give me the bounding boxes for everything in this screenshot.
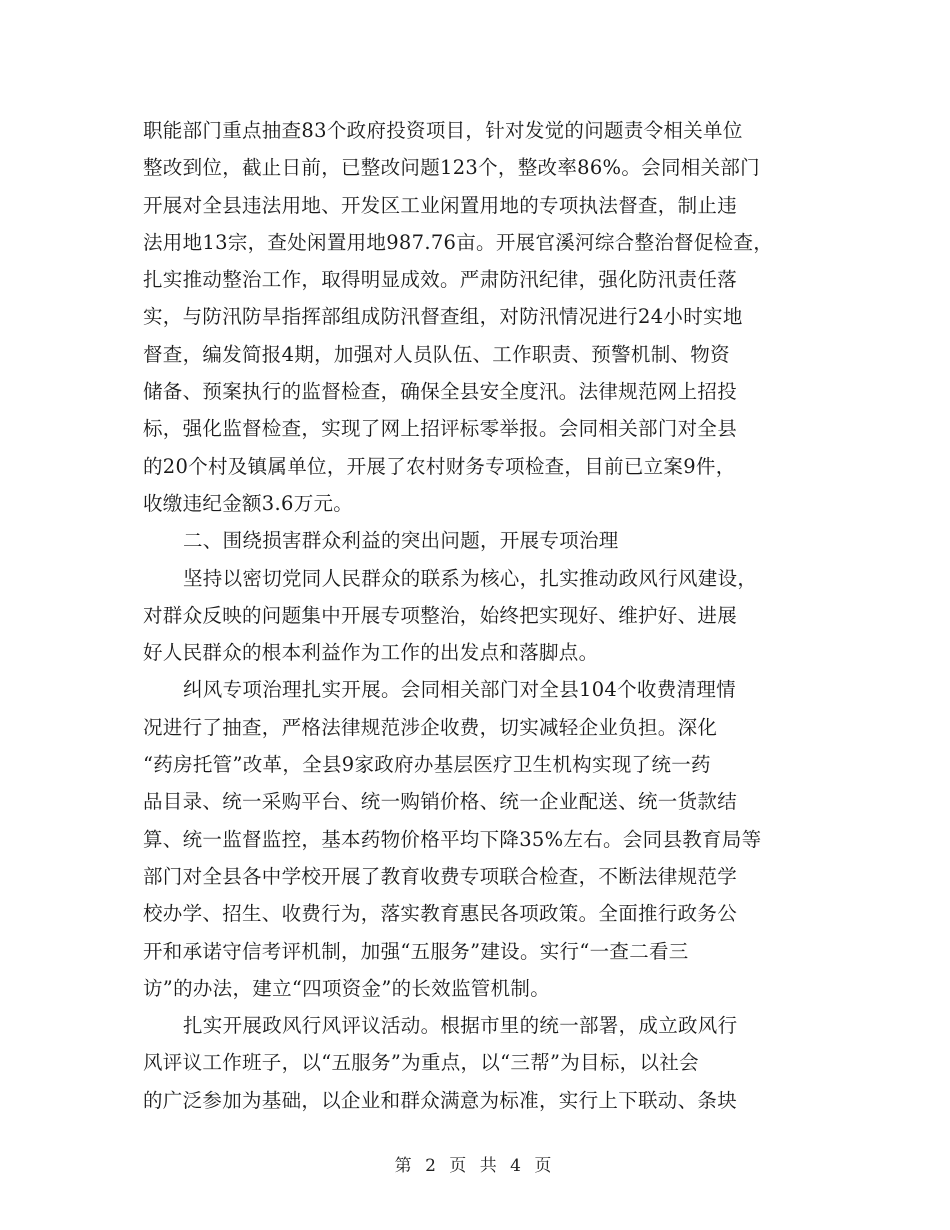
- body-line: 扎实推动整治工作，取得明显成效。严肃防汛纪律，强化防汛责任落: [143, 268, 738, 292]
- body-line: 算、统一监督监控，基本药物价格平均下降35%左右。会同县教育局等: [143, 827, 762, 851]
- body-line: 风评议工作班子，以“五服务”为重点，以“三帮”为目标，以社会: [143, 1051, 699, 1075]
- body-line: “药房托管”改革，全县9家政府办基层医疗卫生机构实现了统一药: [143, 753, 711, 777]
- body-line: 对群众反映的问题集中开展专项整治，始终把实现好、维护好、进展: [143, 603, 738, 627]
- section-heading: 二、围绕损害群众利益的突出问题，开展专项治理: [183, 529, 619, 553]
- body-line: 部门对全县各中学校开展了教育收费专项联合检查，不断法律规范学: [143, 864, 738, 888]
- paragraph-start-line: 纠风专项治理扎实开展。会同相关部门对全县104个收费清理情: [183, 678, 736, 702]
- body-line: 法用地13宗，查处闲置用地987.76亩。开展官溪河综合整治督促检查，: [143, 230, 774, 254]
- paragraph-start-line: 坚持以密切党同人民群众的联系为核心，扎实推动政风行风建设，: [183, 566, 758, 590]
- body-line: 好人民群众的根本利益作为工作的出发点和落脚点。: [143, 641, 599, 665]
- body-line: 职能部门重点抽查83个政府投资项目，针对发觉的问题责令相关单位: [143, 119, 743, 142]
- body-line: 品目录、统一采购平台、统一购销价格、统一企业配送、统一货款结: [143, 790, 738, 814]
- paragraph-start-line: 扎实开展政风行风评议活动。根据市里的统一部署，成立政风行: [183, 1014, 738, 1038]
- body-line: 储备、预案执行的监督检查，确保全县安全度汛。法律规范网上招投: [143, 380, 738, 404]
- body-line: 校办学、招生、收费行为，落实教育惠民各项政策。全面推行政务公: [143, 902, 738, 926]
- body-line: 实，与防汛防旱指挥部组成防汛督查组，对防汛情况进行24小时实地: [143, 305, 743, 329]
- page-number-footer: 第 2 页 共 4 页: [394, 1156, 556, 1176]
- body-line: 开和承诺守信考评机制，加强“五服务”建设。实行“一查二看三: [143, 939, 689, 963]
- body-line: 开展对全县违法用地、开发区工业闲置用地的专项执法督查，制止违: [143, 193, 738, 217]
- body-line: 督查，编发简报4期，加强对人员队伍、工作职责、预警机制、物资: [143, 342, 730, 366]
- body-line: 的广泛参加为基础，以企业和群众满意为标准，实行上下联动、条块: [143, 1088, 738, 1112]
- body-line: 况进行了抽查，严格法律规范涉企收费，切实减轻企业负担。深化: [143, 715, 718, 739]
- body-line: 访”的办法，建立“四项资金”的长效监管机制。: [143, 976, 551, 1000]
- body-line: 标，强化监督检查，实现了网上招评标零举报。会同相关部门对全县: [143, 417, 738, 441]
- document-body: [143, 112, 823, 1119]
- body-line: 收缴违纪金额3.6万元。: [143, 491, 354, 515]
- body-line: 整改到位，截止日前，已整改问题123个，整改率86%。会同相关部门: [143, 156, 760, 180]
- body-line: 的20个村及镇属单位，开展了农村财务专项检查，目前已立案9件，: [143, 454, 736, 478]
